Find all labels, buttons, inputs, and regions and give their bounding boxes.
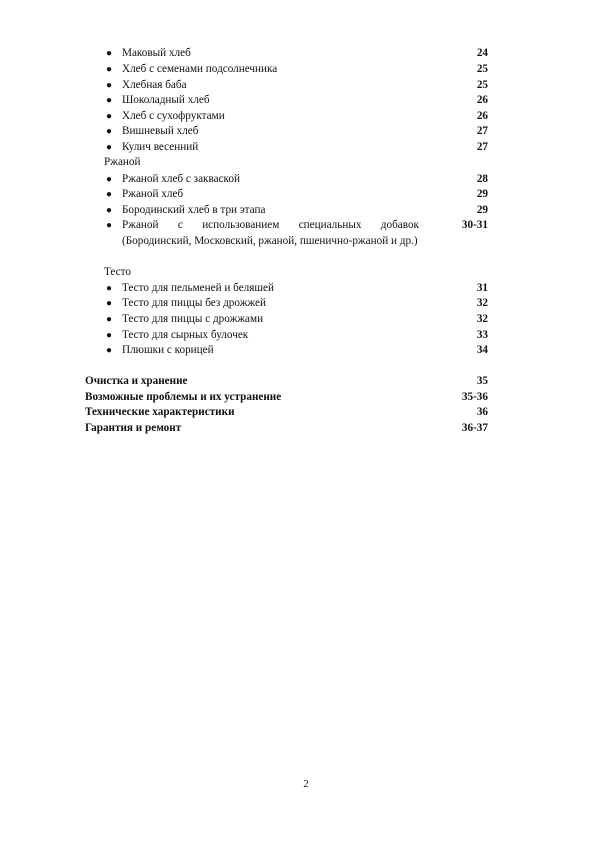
toc-item-label: Вишневый хлеб xyxy=(122,125,199,137)
toc-item-page: 25 xyxy=(476,79,488,91)
toc-section-page: 36-37 xyxy=(461,422,488,434)
toc-section-page: 36 xyxy=(476,406,488,418)
toc-item-label: Хлеб с семенами подсолнечника xyxy=(122,63,278,75)
bullet-dot-icon: ● xyxy=(105,298,113,309)
toc-item-page: 32 xyxy=(476,313,488,325)
toc-item-page: 28 xyxy=(476,173,488,185)
bullet-dot-icon: ● xyxy=(105,126,113,137)
toc-group-heading: Тесто xyxy=(104,266,131,278)
toc-section-label: Очистка и хранение xyxy=(85,375,188,387)
bullet-dot-icon: ● xyxy=(105,345,113,356)
toc-section-page: 35-36 xyxy=(461,391,488,403)
bullet-dot-icon: ● xyxy=(105,111,113,122)
toc-item-page: 30-31 xyxy=(461,219,488,231)
toc-item-label: Тесто для пиццы без дрожжей xyxy=(122,297,266,309)
toc-item-label: Ржаной хлеб с закваской xyxy=(122,173,241,185)
bullet-dot-icon: ● xyxy=(105,205,113,216)
toc-item-page: 34 xyxy=(476,344,488,356)
bullet-dot-icon: ● xyxy=(105,330,113,341)
toc-item-label: Ржаной хлеб xyxy=(122,188,184,200)
toc-item-page: 27 xyxy=(476,125,488,137)
toc-item-label: Тесто для пельменей и беляшей xyxy=(122,282,274,294)
toc-section-label: Возможные проблемы и их устранение xyxy=(85,391,282,403)
toc-item-label: Ржаной с использованием специальных добавок (Бородинский, Московский, ржаной, пшенично-ржаной и др.) xyxy=(122,219,419,247)
toc-item-label: Тесто для сырных булочек xyxy=(122,329,249,341)
toc-item-label: Бородинский хлеб в три этапа xyxy=(122,204,266,216)
toc-group-heading: Ржаной xyxy=(104,156,141,168)
bullet-dot-icon: ● xyxy=(105,95,113,106)
bullet-dot-icon: ● xyxy=(105,64,113,75)
bullet-dot-icon: ● xyxy=(105,283,113,294)
toc-item-page: 29 xyxy=(476,188,488,200)
bullet-dot-icon: ● xyxy=(105,80,113,91)
toc-item-page: 27 xyxy=(476,141,488,153)
page-number: 2 xyxy=(303,778,309,790)
toc-item-label: Хлеб с сухофруктами xyxy=(122,110,225,122)
bullet-dot-icon: ● xyxy=(105,220,113,231)
toc-section-page: 35 xyxy=(476,375,488,387)
toc-item-page: 25 xyxy=(476,63,488,75)
toc-item-page: 26 xyxy=(476,94,488,106)
toc-item-label: Плюшки с корицей xyxy=(122,344,214,356)
toc-item-label: Шоколадный хлеб xyxy=(122,94,210,106)
toc-item-page: 32 xyxy=(476,297,488,309)
toc-item-label: Маковый хлеб xyxy=(122,47,191,59)
toc-item-page: 26 xyxy=(476,110,488,122)
bullet-dot-icon: ● xyxy=(105,174,113,185)
toc-item-label: Хлебная баба xyxy=(122,79,187,91)
toc-section-label: Гарантия и ремонт xyxy=(85,422,182,434)
bullet-dot-icon: ● xyxy=(105,48,113,59)
bullet-dot-icon: ● xyxy=(105,142,113,153)
toc-item-page: 24 xyxy=(476,47,488,59)
toc-item-label: Кулич весенний xyxy=(122,141,199,153)
bullet-dot-icon: ● xyxy=(105,189,113,200)
toc-item-page: 29 xyxy=(476,204,488,216)
toc-item-page: 31 xyxy=(476,282,488,294)
toc-item-label: Тесто для пиццы с дрожжами xyxy=(122,313,264,325)
bullet-dot-icon: ● xyxy=(105,314,113,325)
toc-item-page: 33 xyxy=(476,329,488,341)
toc-section-label: Технические характеристики xyxy=(85,406,235,418)
